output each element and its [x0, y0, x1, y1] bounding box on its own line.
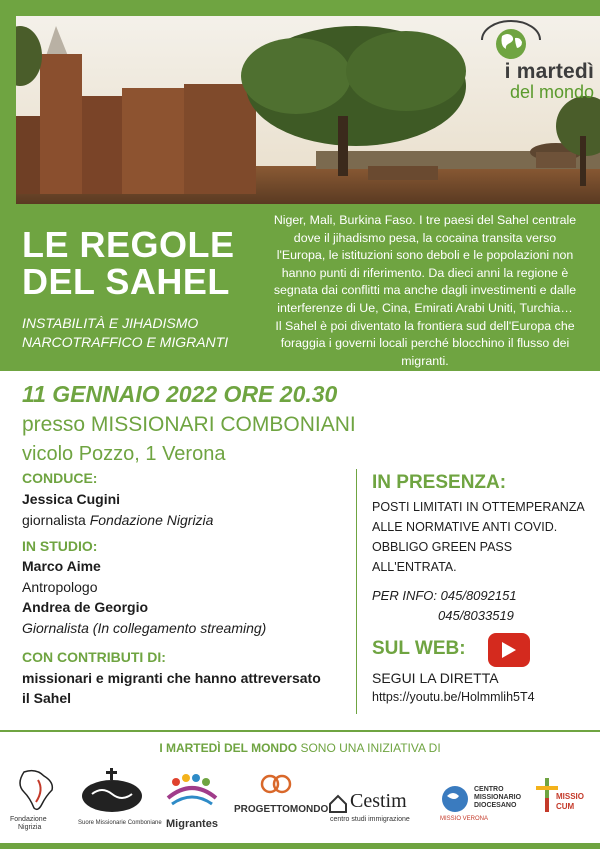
- youtube-link[interactable]: https://youtu.be/Holmmlih5T4: [372, 690, 535, 704]
- globe-icon: [440, 784, 470, 814]
- presenza-title: IN PRESENZA:: [372, 472, 507, 493]
- event-title: [22, 226, 235, 300]
- cmd-label-2: MISSIONARIO: [474, 794, 522, 801]
- studio-label: IN STUDIO:: [22, 538, 98, 554]
- event-subtitle: [22, 314, 228, 352]
- footer-bottom-bar: [0, 843, 600, 849]
- suore-label: Suore Missionarie Comboniane: [78, 820, 162, 826]
- intro-line: hanno punti di riferimento. Da dieci anni la regione è: [281, 265, 569, 280]
- web-title: SUL WEB:: [372, 638, 466, 659]
- intro-line: migranti.: [401, 353, 449, 368]
- phone-number-2[interactable]: 045/8033519: [438, 608, 514, 623]
- contributi-line1: missionari e migranti che hanno attreversato: [22, 670, 321, 686]
- presenza-line: ALL'ENTRATA.: [372, 560, 457, 574]
- title-line1: LE REGOLE: [22, 224, 235, 265]
- column-divider: [356, 469, 357, 714]
- event-venue: [22, 413, 356, 437]
- presenza-line: POSTI LIMITATI IN OTTEMPERANZA: [372, 500, 585, 514]
- host-role: [22, 512, 213, 528]
- cmd-label-1: CENTRO: [474, 786, 504, 793]
- intro-line: Niger, Mali, Burkina Faso. I tre paesi del Sahel centrale: [273, 213, 577, 227]
- intro-line: l'Europa, le istituzioni sono deboli e le popolazioni non: [276, 248, 574, 263]
- info-phone-1: [372, 588, 517, 603]
- cmd-label-3: DIOCESANO: [474, 802, 517, 809]
- logo-migrantes: [162, 768, 222, 838]
- phone-number-1[interactable]: 045/8092151: [440, 588, 517, 603]
- intro-line: interferenze di Ue, Cina, Emirati Arabi Uniti, Turchia…: [277, 300, 573, 315]
- intro-line: foraggia i governi locali perché blocchino il flusso dei: [280, 336, 570, 351]
- subtitle-line1: INSTABILITÀ E JIHADISMO: [22, 315, 199, 331]
- footer-heading-rest: SONO UNA INIZIATIVA DI: [300, 741, 441, 755]
- brand-name-line2: del mondo: [509, 82, 594, 102]
- presenza-line: ALLE NORMATIVE ANTI COVID.: [372, 520, 558, 534]
- logo-centro-missionario: [438, 768, 528, 838]
- presenza-line: OBBLIGO GREEN PASS: [372, 540, 513, 554]
- event-date: 11 GENNAIO 2022 ORE 20.30: [22, 381, 338, 407]
- progettomondo-symbol-icon: [234, 768, 318, 798]
- host-role-prefix: giornalista: [22, 512, 86, 528]
- logo-fondazione-nigrizia: [10, 768, 60, 838]
- globe-logo-icon: [478, 18, 544, 60]
- contributi-label: CON CONTRIBUTI DI:: [22, 649, 166, 665]
- guest1-name: Marco Aime: [22, 558, 101, 574]
- cmd-label-4: MISSIO VERONA: [440, 816, 489, 822]
- intro-line: dove il jihadismo pesa, la cocaina transita verso: [293, 230, 557, 245]
- intro-line: segnata dai conflitti ma anche dagli investimenti e dalle: [273, 283, 577, 298]
- subtitle-line2: NARCOTRAFFICO E MIGRANTI: [22, 334, 229, 350]
- migrantes-label: Migrantes: [166, 818, 218, 830]
- event-address: vicolo Pozzo, 1 Verona: [22, 443, 226, 465]
- guest1-role: Antropologo: [22, 579, 98, 595]
- brand-name-line1: i martedì: [504, 60, 594, 83]
- missio-label-2: CUM: [556, 802, 575, 811]
- conduce-label: CONDUCE:: [22, 470, 98, 486]
- globe-cross-icon: [78, 768, 146, 814]
- missio-label-1: MISSIO: [556, 792, 585, 801]
- footer-divider: [0, 730, 600, 732]
- host-role-org: Fondazione Nigrizia: [89, 512, 214, 528]
- migrantes-figures-icon: [162, 768, 222, 814]
- cestim-subtitle: centro studi immigrazione: [330, 816, 410, 823]
- intro-line: Il Sahel è poi diventato la frontiera sud dell'Europa che: [275, 318, 575, 333]
- footer-heading: [0, 741, 600, 755]
- logo-progettomondo: [234, 768, 329, 838]
- contributi-line2: il Sahel: [22, 690, 72, 706]
- live-cta: SEGUI LA DIRETTA: [372, 670, 499, 686]
- guest2-name: Andrea de Georgio: [22, 599, 149, 615]
- progettomondo-label: PROGETTOMONDO: [234, 804, 329, 815]
- brand-logo: [470, 18, 594, 102]
- africa-map-icon: [10, 768, 60, 814]
- title-line2: DEL SAHEL: [22, 261, 230, 302]
- play-icon: [502, 642, 516, 658]
- guest2-role: Giornalista (In collegamento streaming): [22, 620, 267, 636]
- venue-name: MISSIONARI COMBONIANI: [90, 413, 356, 436]
- host-name: Jessica Cugini: [22, 491, 121, 507]
- logo-cestim: [328, 768, 428, 838]
- footer-heading-bold: I MARTEDÌ DEL MONDO: [159, 741, 298, 755]
- venue-prefix: presso: [22, 413, 86, 436]
- youtube-play-button[interactable]: [488, 633, 530, 667]
- house-icon: [328, 794, 348, 814]
- cestim-label: Cestim: [350, 790, 407, 812]
- logo-suore-comboniane: [78, 768, 162, 838]
- nigrizia-label-1: Fondazione: [10, 816, 47, 823]
- info-label: PER INFO:: [372, 588, 438, 603]
- intro-paragraph: [256, 212, 594, 370]
- logo-missio-cum: [536, 768, 596, 838]
- nigrizia-label-2: Nigrizia: [18, 824, 42, 831]
- cross-icon: [536, 778, 558, 812]
